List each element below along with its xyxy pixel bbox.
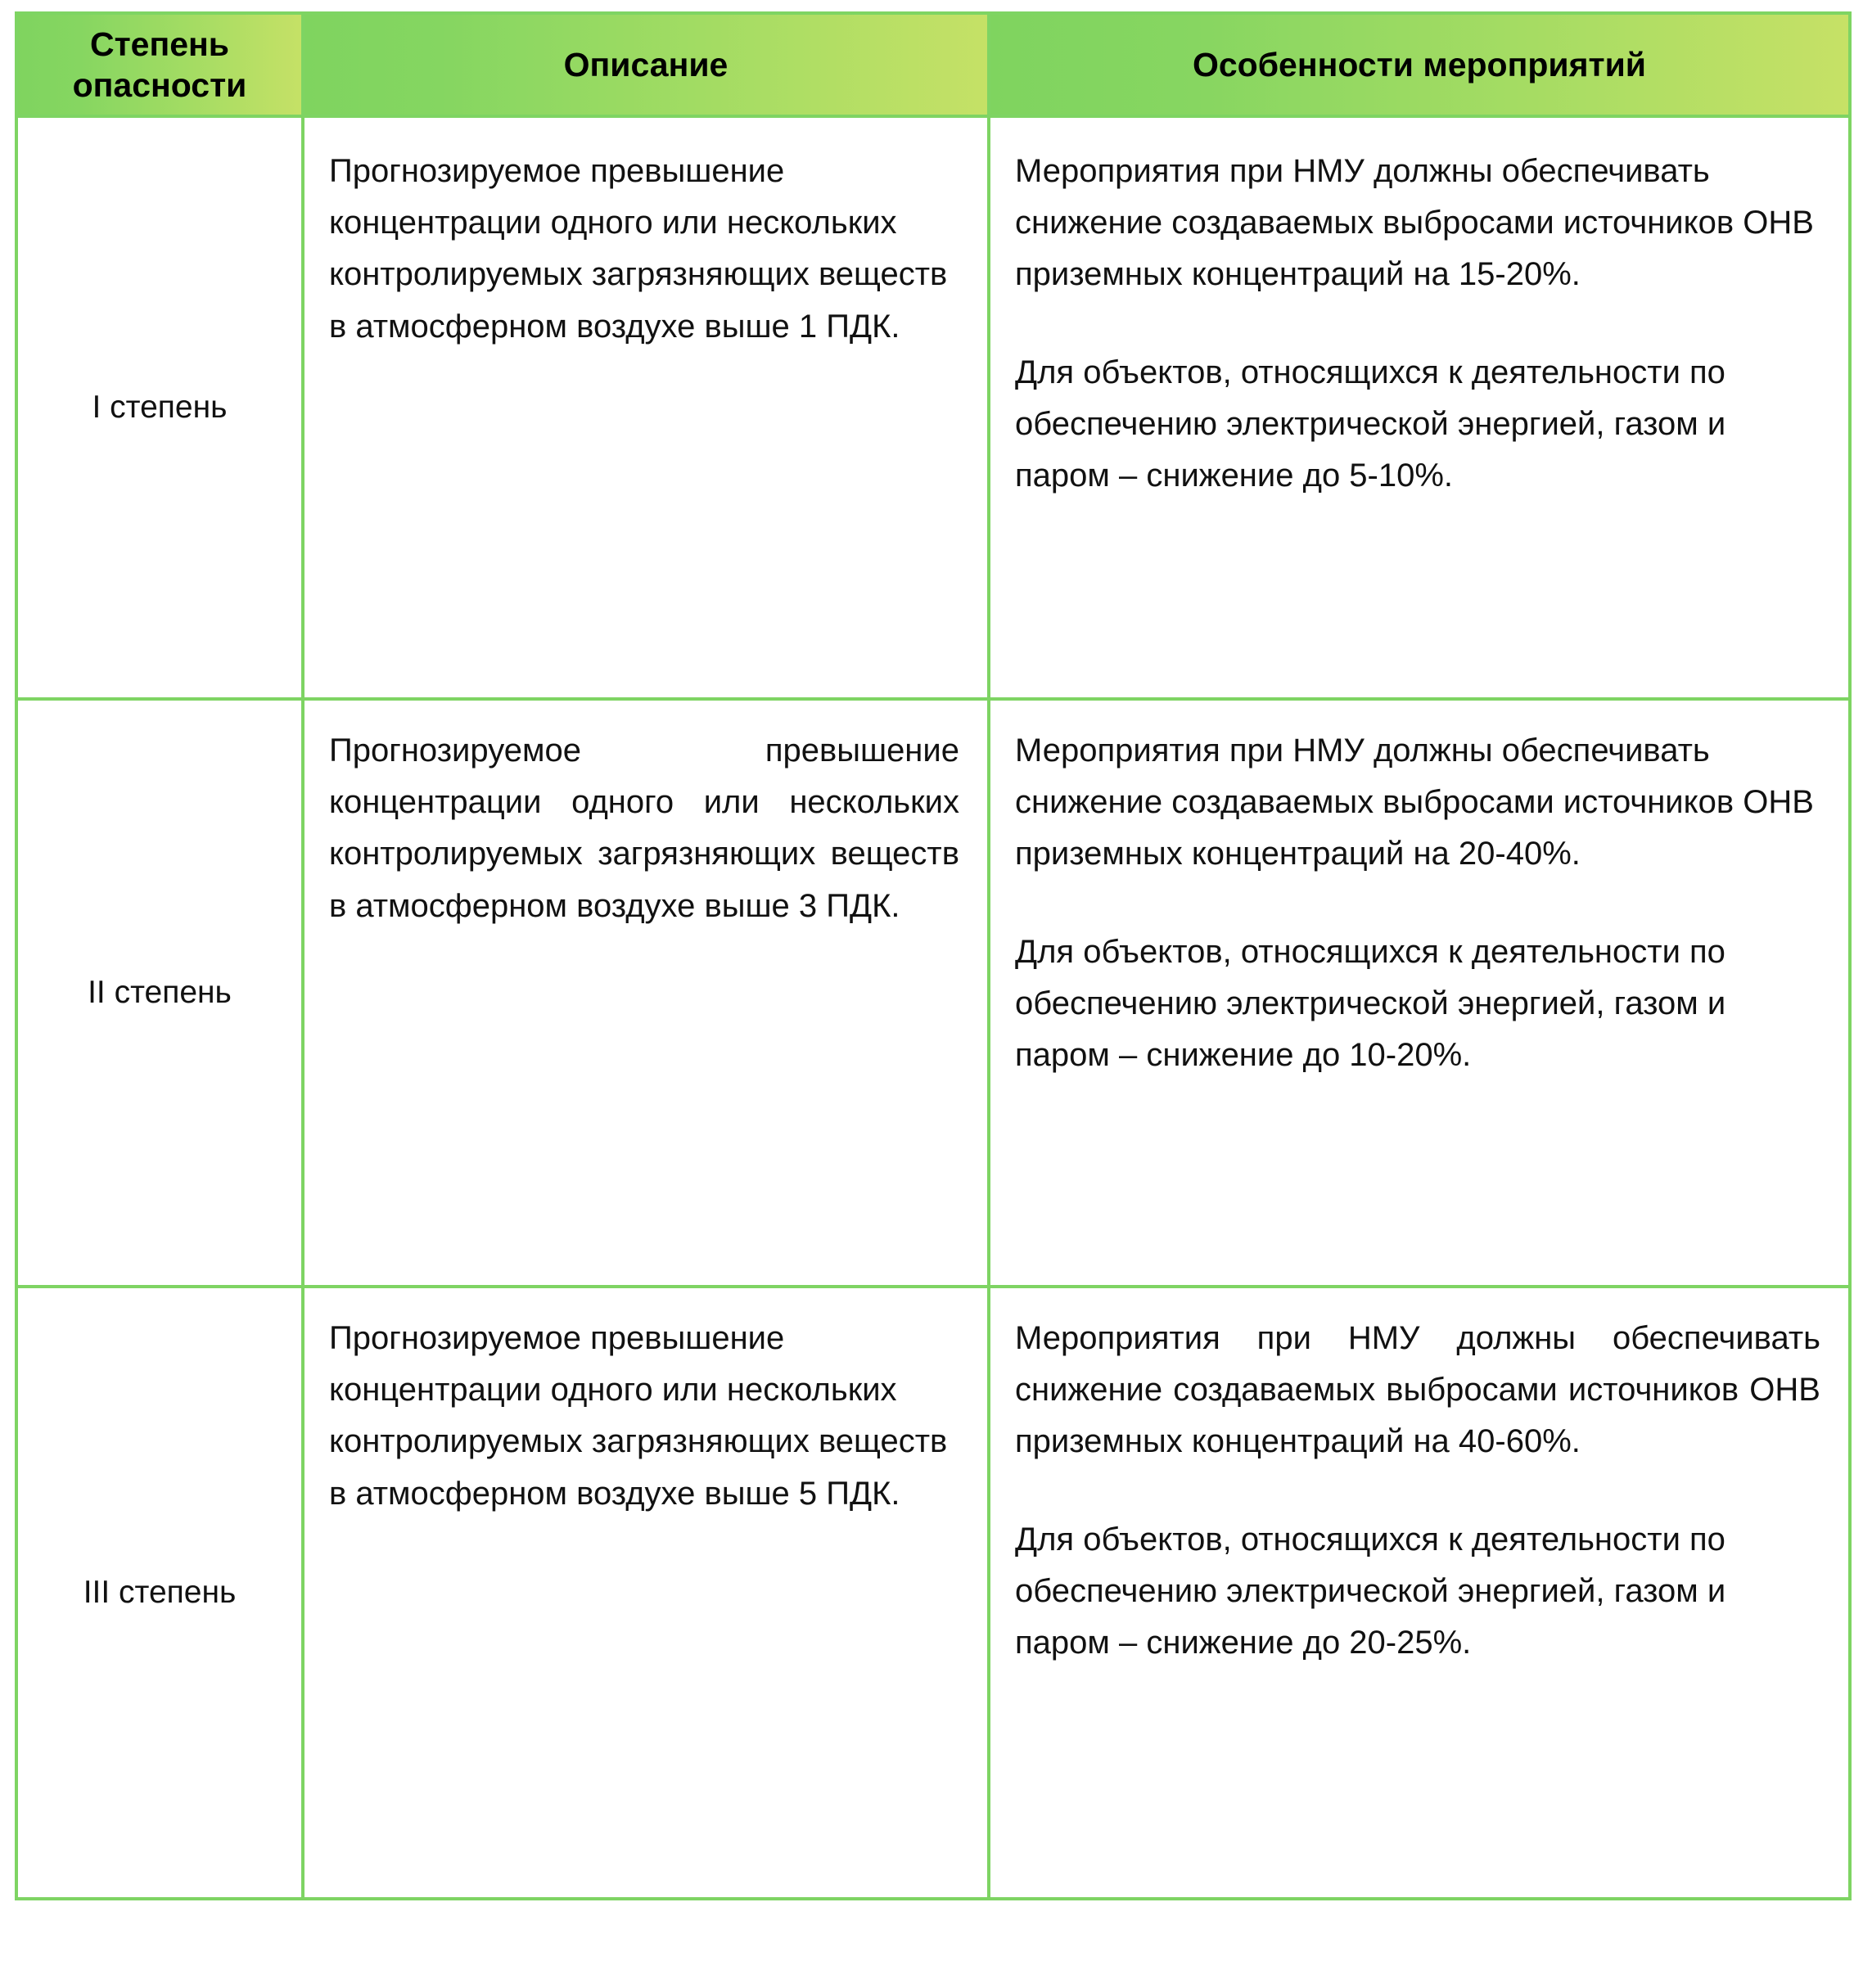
column-header-measures: Особенности мероприятий [989,13,1850,116]
degree-label: III степень [16,1287,303,1899]
table-header [16,13,1850,116]
table-row [16,1287,1850,1899]
measures-cell [989,116,1850,699]
measures-cell [989,699,1850,1287]
column-header-description: Описание [303,13,989,116]
description-text: Прогнозируемое превышение концентрации одного или нескольких контролируемых загрязняющих веществ в атмосферном воздухе выше 1 ПДК. [329,153,948,345]
degree-label: II степень [16,699,303,1287]
table-body [16,116,1850,1899]
description-cell [303,699,989,1287]
table-header-row [16,13,1850,116]
measures-cell [989,1287,1850,1899]
table-row [16,116,1850,699]
danger-degrees-table [15,11,1852,1900]
measures-paragraph-primary: Мероприятия при НМУ должны обеспечивать снижение создаваемых выбросами источников ОНВ приземных концентраций на 20-40%. [1015,733,1814,872]
table-row [16,699,1850,1287]
column-header-degree: Степень опасности [16,13,303,116]
description-text: Прогнозируемое превышение концентрации одного или нескольких контролируемых загрязняющих веществ в атмосферном воздухе выше 5 ПДК. [329,1320,948,1512]
measures-paragraph-primary: Мероприятия при НМУ должны обеспечивать снижение создаваемых выбросами источников ОНВ приземных концентраций на 40-60%. [1015,1320,1820,1460]
degree-label: I степень [16,116,303,699]
measures-paragraph-secondary: Для объектов, относящихся к деятельности по обеспечению электрической энергией, газом и паром – снижение до 20-25%. [1015,1521,1726,1661]
measures-paragraph-primary: Мероприятия при НМУ должны обеспечивать снижение создаваемых выбросами источников ОНВ приземных концентраций на 15-20%. [1015,153,1814,293]
measures-paragraph-secondary: Для объектов, относящихся к деятельности по обеспечению электрической энергией, газом и паром – снижение до 10-20%. [1015,933,1726,1073]
description-text: Прогнозируемое превышение концентрации одного или нескольких контролируемых загрязняющих веществ в атмосферном воздухе выше 3 ПДК. [329,733,959,924]
description-cell [303,116,989,699]
measures-paragraph-secondary: Для объектов, относящихся к деятельности по обеспечению электрической энергией, газом и паром – снижение до 5-10%. [1015,354,1726,494]
description-cell [303,1287,989,1899]
